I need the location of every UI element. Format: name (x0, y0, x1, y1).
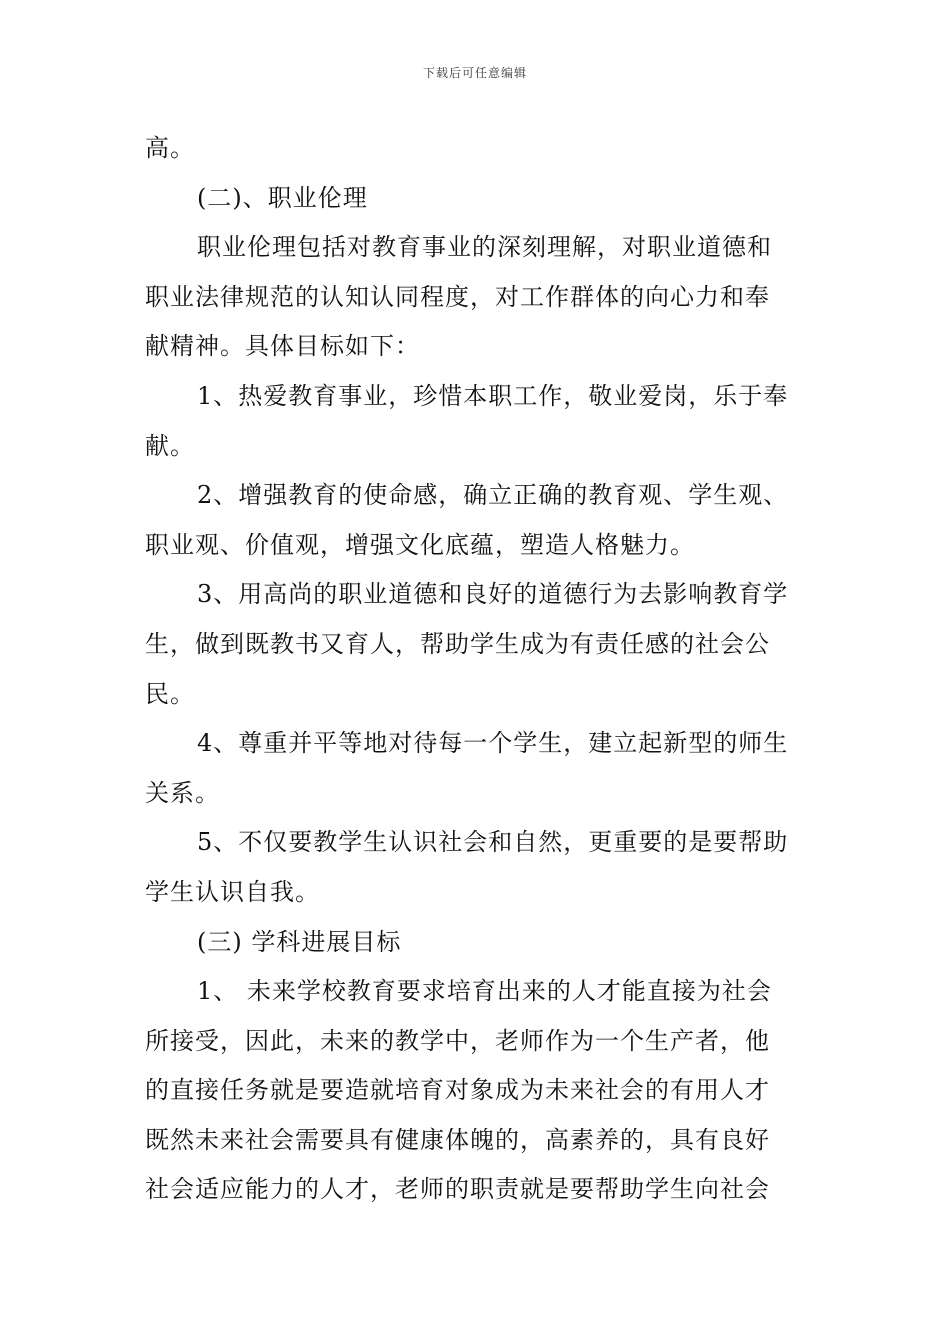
section-heading-subject-development: (三) 学科进展目标 (197, 927, 402, 956)
text-line: 高。 (145, 134, 195, 162)
list-item-5: 5、不仅要教学生认识社会和自然，更重要的是要帮助 (197, 828, 789, 857)
list-item-2: 2、增强教育的使命感，确立正确的教育观、学生观、 (197, 481, 789, 510)
text-line: 既然未来社会需要具有健康体魄的，高素养的，具有良好 (145, 1125, 770, 1154)
text-line: 献精神。具体目标如下： (145, 332, 420, 361)
text-line: 职业伦理包括对教育事业的深刻理解，对职业道德和 (197, 233, 772, 262)
section-heading-professional-ethics: (二)、职业伦理 (197, 183, 368, 212)
text-line: 生，做到既教书又育人，帮助学生成为有责任感的社会公 (145, 629, 770, 658)
text-line: 社会适应能力的人才，老师的职责就是要帮助学生向社会 (145, 1175, 770, 1204)
page-header: 下载后可任意编辑 (422, 66, 527, 80)
text-line: 学生认识自我。 (145, 877, 320, 906)
text-line: 职业法律规范的认知认同程度，对工作群体的向心力和奉 (145, 282, 770, 311)
text-line: 献。 (145, 431, 195, 460)
text-line: 关系。 (145, 778, 220, 807)
list-item-1: 1、热爱教育事业，珍惜本职工作，敬业爱岗，乐于奉 (197, 381, 789, 410)
document-body (145, 124, 810, 1215)
list-item-4: 4、尊重并平等地对待每一个学生，建立起新型的师生 (197, 729, 789, 758)
list-item-1: 1、 未来学校教育要求培育出来的人才能直接为社会 (197, 977, 772, 1006)
text-line: 职业观、价值观，增强文化底蕴，塑造人格魅力。 (145, 530, 695, 559)
text-line: 民。 (145, 679, 195, 708)
list-item-3: 3、用高尚的职业道德和良好的道德行为去影响教育学 (197, 580, 789, 609)
text-line: 的直接任务就是要造就培育对象成为未来社会的有用人才 (145, 1076, 770, 1105)
text-line: 所接受，因此，未来的教学中，老师作为一个生产者，他 (145, 1026, 770, 1055)
